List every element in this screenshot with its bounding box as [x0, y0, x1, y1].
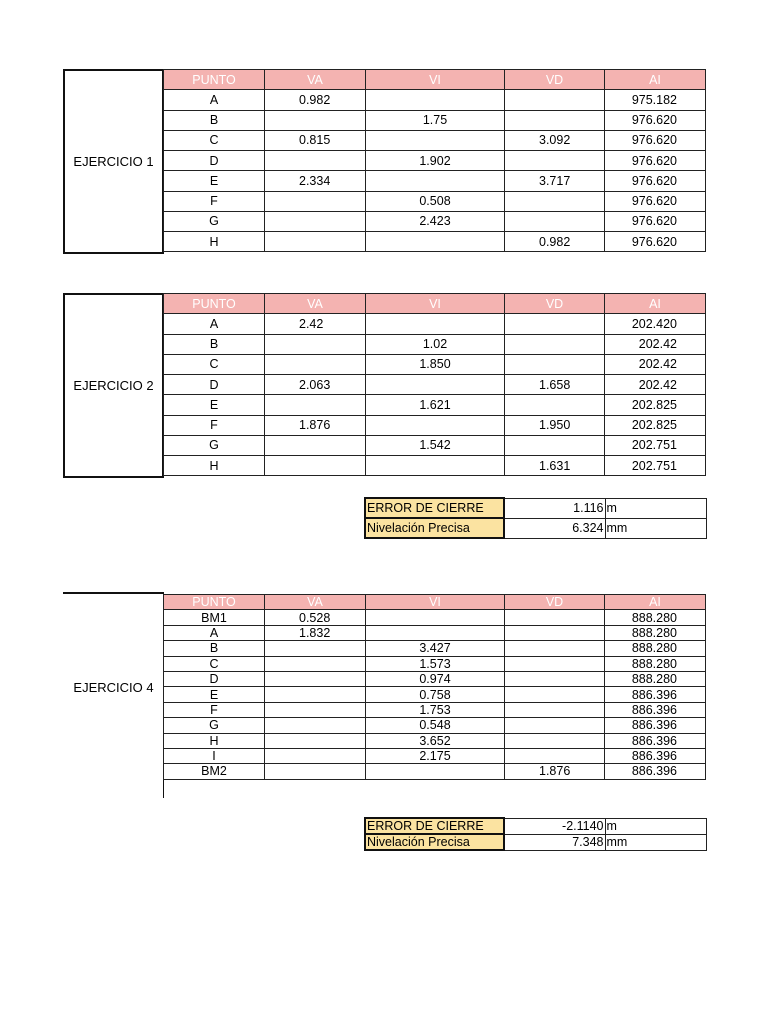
- table-row: [164, 702, 706, 717]
- cell-ai[interactable]: 886.396: [605, 764, 706, 779]
- cell-vi[interactable]: 2.423: [366, 211, 505, 231]
- ejercicio-1-label-box: [63, 69, 164, 254]
- cell-punto[interactable]: A: [164, 625, 265, 640]
- cell-vi[interactable]: 0.508: [366, 191, 505, 211]
- cell-vi[interactable]: 1.573: [366, 656, 505, 671]
- cell-vd[interactable]: [505, 395, 605, 415]
- cell-vd[interactable]: [505, 656, 605, 671]
- cell-va[interactable]: 2.42: [265, 314, 366, 334]
- header-va: VA: [265, 294, 366, 314]
- ejercicio-2-label: EJERCICIO 2: [73, 378, 154, 393]
- cell-vd[interactable]: [505, 435, 605, 455]
- cell-va[interactable]: 1.876: [265, 415, 366, 435]
- table-row: [164, 641, 706, 656]
- cell-punto[interactable]: E: [164, 171, 265, 191]
- table-row: [164, 456, 706, 476]
- cell-punto[interactable]: D: [164, 375, 265, 395]
- table-row: [164, 171, 706, 191]
- header-vd: VD: [505, 294, 605, 314]
- cell-va[interactable]: 2.334: [265, 171, 366, 191]
- cell-ai[interactable]: 202.825: [605, 395, 706, 415]
- cell-vd[interactable]: [505, 211, 605, 231]
- table-row: [164, 90, 706, 110]
- cell-vi[interactable]: 0.758: [366, 687, 505, 702]
- summary-value[interactable]: 6.324: [504, 518, 605, 538]
- cell-vd[interactable]: [505, 191, 605, 211]
- ejercicio-1-table: [163, 69, 706, 252]
- cell-vd[interactable]: 1.876: [505, 764, 605, 779]
- ejercicio-4-table: [163, 594, 706, 780]
- table-row: [164, 314, 706, 334]
- cell-va[interactable]: [265, 395, 366, 415]
- cell-ai[interactable]: 976.620: [605, 211, 706, 231]
- cell-va[interactable]: [265, 748, 366, 763]
- cell-va[interactable]: [265, 435, 366, 455]
- cell-vi[interactable]: 1.850: [366, 354, 505, 374]
- ejercicio-2-label-box: [63, 293, 164, 478]
- header-punto: PUNTO: [164, 70, 265, 90]
- cell-punto[interactable]: E: [164, 687, 265, 702]
- cell-vd[interactable]: 1.631: [505, 456, 605, 476]
- cell-punto[interactable]: C: [164, 656, 265, 671]
- table-row: [164, 718, 706, 733]
- cell-ai[interactable]: 888.280: [605, 641, 706, 656]
- summary-value[interactable]: -2.1140: [504, 818, 605, 834]
- cell-ai[interactable]: 976.620: [605, 232, 706, 252]
- table-row: [164, 334, 706, 354]
- cell-vd[interactable]: [505, 641, 605, 656]
- table-row: [164, 748, 706, 763]
- header-vi: VI: [366, 70, 505, 90]
- cell-va[interactable]: [265, 354, 366, 374]
- table-header-row: [164, 294, 706, 314]
- table-row: [164, 764, 706, 779]
- header-vi: VI: [366, 595, 505, 610]
- cell-va[interactable]: [265, 718, 366, 733]
- cell-punto[interactable]: C: [164, 354, 265, 374]
- cell-ai[interactable]: 886.396: [605, 748, 706, 763]
- header-ai: AI: [605, 70, 706, 90]
- cell-ai[interactable]: 886.396: [605, 733, 706, 748]
- header-va: VA: [265, 70, 366, 90]
- ejercicio-4-label-box: [63, 594, 164, 780]
- cell-vi[interactable]: 2.175: [366, 748, 505, 763]
- table-header-row: [164, 595, 706, 610]
- cell-punto[interactable]: B: [164, 641, 265, 656]
- table-row: [164, 395, 706, 415]
- table-row: [164, 415, 706, 435]
- header-ai: AI: [605, 294, 706, 314]
- cell-ai[interactable]: 202.42: [605, 354, 706, 374]
- cell-va[interactable]: 0.815: [265, 130, 366, 150]
- cell-vd[interactable]: [505, 625, 605, 640]
- cell-vi[interactable]: 1.542: [366, 435, 505, 455]
- cell-vi[interactable]: [366, 171, 505, 191]
- table-row: [164, 656, 706, 671]
- cell-vd[interactable]: [505, 151, 605, 171]
- table-row: [164, 671, 706, 686]
- header-vd: VD: [505, 70, 605, 90]
- cell-punto[interactable]: F: [164, 191, 265, 211]
- cell-punto[interactable]: G: [164, 435, 265, 455]
- cell-vd[interactable]: 3.717: [505, 171, 605, 191]
- cell-ai[interactable]: 888.280: [605, 610, 706, 625]
- cell-punto[interactable]: G: [164, 211, 265, 231]
- cell-punto[interactable]: BM2: [164, 764, 265, 779]
- summary-label[interactable]: Nivelación Precisa: [365, 834, 504, 850]
- cell-va[interactable]: [265, 764, 366, 779]
- cell-punto[interactable]: H: [164, 232, 265, 252]
- cell-ai[interactable]: 202.420: [605, 314, 706, 334]
- cell-ai[interactable]: 202.751: [605, 456, 706, 476]
- cell-vi[interactable]: [366, 764, 505, 779]
- cell-ai[interactable]: 976.620: [605, 151, 706, 171]
- summary-label[interactable]: ERROR DE CIERRE: [365, 498, 504, 518]
- cell-vi[interactable]: 3.427: [366, 641, 505, 656]
- cell-ai[interactable]: 975.182: [605, 90, 706, 110]
- cell-va[interactable]: 1.832: [265, 625, 366, 640]
- table-row: [164, 354, 706, 374]
- summary-label[interactable]: Nivelación Precisa: [365, 518, 504, 538]
- summary-label[interactable]: ERROR DE CIERRE: [365, 818, 504, 834]
- cell-vd[interactable]: [505, 334, 605, 354]
- cell-ai[interactable]: 888.280: [605, 656, 706, 671]
- summary-unit[interactable]: m: [605, 818, 706, 834]
- table-row: [164, 733, 706, 748]
- cell-vi[interactable]: 1.75: [366, 110, 505, 130]
- cell-vi[interactable]: [366, 314, 505, 334]
- cell-va[interactable]: [265, 702, 366, 717]
- summary-unit[interactable]: m: [605, 498, 706, 518]
- cell-vi[interactable]: [366, 130, 505, 150]
- cell-vd[interactable]: [505, 671, 605, 686]
- summary-value[interactable]: 7.348: [504, 834, 605, 850]
- cell-va[interactable]: [265, 656, 366, 671]
- cell-vi[interactable]: [366, 90, 505, 110]
- cell-ai[interactable]: 202.751: [605, 435, 706, 455]
- cell-ai[interactable]: 976.620: [605, 191, 706, 211]
- cell-va[interactable]: [265, 151, 366, 171]
- table-row: [164, 625, 706, 640]
- cell-vd[interactable]: [505, 748, 605, 763]
- cell-ai[interactable]: 202.825: [605, 415, 706, 435]
- table-row: [164, 110, 706, 130]
- cell-va[interactable]: 0.528: [265, 610, 366, 625]
- cell-vi[interactable]: [366, 232, 505, 252]
- ejercicio-1-label: EJERCICIO 1: [73, 154, 154, 169]
- cell-vd[interactable]: [505, 687, 605, 702]
- cell-va[interactable]: 2.063: [265, 375, 366, 395]
- cell-va[interactable]: [265, 671, 366, 686]
- table-row: [164, 687, 706, 702]
- summary-row: [365, 518, 706, 538]
- table-row: [164, 191, 706, 211]
- cell-ai[interactable]: 888.280: [605, 671, 706, 686]
- cell-vd[interactable]: [505, 354, 605, 374]
- table-row: [164, 610, 706, 625]
- cell-vi[interactable]: [366, 415, 505, 435]
- ejercicio-4-summary: [364, 817, 707, 851]
- cell-ai[interactable]: 888.280: [605, 625, 706, 640]
- cell-ai[interactable]: 976.620: [605, 110, 706, 130]
- cell-vi[interactable]: [366, 375, 505, 395]
- cell-vd[interactable]: [505, 610, 605, 625]
- cell-vi[interactable]: 1.02: [366, 334, 505, 354]
- summary-unit[interactable]: mm: [605, 518, 706, 538]
- cell-vi[interactable]: 1.753: [366, 702, 505, 717]
- cell-vd[interactable]: 1.658: [505, 375, 605, 395]
- table-header-row: [164, 70, 706, 90]
- cell-vd[interactable]: 1.950: [505, 415, 605, 435]
- cell-ai[interactable]: 886.396: [605, 687, 706, 702]
- header-ai: AI: [605, 595, 706, 610]
- cell-punto[interactable]: G: [164, 718, 265, 733]
- cell-vi[interactable]: 1.902: [366, 151, 505, 171]
- cell-punto[interactable]: C: [164, 130, 265, 150]
- ejercicio-2-summary: [364, 497, 707, 539]
- cell-punto[interactable]: E: [164, 395, 265, 415]
- cell-va[interactable]: 0.982: [265, 90, 366, 110]
- cell-punto[interactable]: B: [164, 110, 265, 130]
- cell-va[interactable]: [265, 687, 366, 702]
- header-punto: PUNTO: [164, 294, 265, 314]
- cell-vi[interactable]: [366, 625, 505, 640]
- cell-punto[interactable]: D: [164, 151, 265, 171]
- cell-va[interactable]: [265, 110, 366, 130]
- cell-vi[interactable]: 3.652: [366, 733, 505, 748]
- table-row: [164, 232, 706, 252]
- header-vd: VD: [505, 595, 605, 610]
- summary-row: [365, 818, 706, 834]
- cell-punto[interactable]: F: [164, 415, 265, 435]
- cell-punto[interactable]: B: [164, 334, 265, 354]
- cell-ai[interactable]: 886.396: [605, 702, 706, 717]
- cell-ai[interactable]: 202.42: [605, 334, 706, 354]
- cell-va[interactable]: [265, 211, 366, 231]
- cell-ai[interactable]: 202.42: [605, 375, 706, 395]
- table-row: [164, 375, 706, 395]
- summary-value[interactable]: 1.116: [504, 498, 605, 518]
- cell-vd[interactable]: 0.982: [505, 232, 605, 252]
- cell-vi[interactable]: [366, 610, 505, 625]
- cell-va[interactable]: [265, 641, 366, 656]
- cell-vd[interactable]: [505, 110, 605, 130]
- cell-vd[interactable]: [505, 702, 605, 717]
- ejercicio-4-label: EJERCICIO 4: [73, 679, 154, 695]
- cell-ai[interactable]: 976.620: [605, 171, 706, 191]
- cell-punto[interactable]: D: [164, 671, 265, 686]
- cell-vd[interactable]: 3.092: [505, 130, 605, 150]
- ejercicio-2-table: [163, 293, 706, 476]
- cell-punto[interactable]: I: [164, 748, 265, 763]
- table-row: [164, 211, 706, 231]
- cell-vd[interactable]: [505, 314, 605, 334]
- cell-vi[interactable]: 0.974: [366, 671, 505, 686]
- cell-punto[interactable]: F: [164, 702, 265, 717]
- cell-punto[interactable]: A: [164, 90, 265, 110]
- cell-vi[interactable]: 0.548: [366, 718, 505, 733]
- cell-punto[interactable]: H: [164, 456, 265, 476]
- table-row: [164, 435, 706, 455]
- cell-punto[interactable]: A: [164, 314, 265, 334]
- summary-row: [365, 834, 706, 850]
- header-vi: VI: [366, 294, 505, 314]
- table-row: [164, 130, 706, 150]
- cell-vd[interactable]: [505, 733, 605, 748]
- cell-vd[interactable]: [505, 718, 605, 733]
- cell-punto[interactable]: H: [164, 733, 265, 748]
- cell-ai[interactable]: 886.396: [605, 718, 706, 733]
- cell-vi[interactable]: [366, 456, 505, 476]
- cell-va[interactable]: [265, 232, 366, 252]
- cell-vd[interactable]: [505, 90, 605, 110]
- header-punto: PUNTO: [164, 595, 265, 610]
- ejercicio-4-side-line: [163, 780, 164, 798]
- cell-va[interactable]: [265, 733, 366, 748]
- cell-vi[interactable]: 1.621: [366, 395, 505, 415]
- cell-ai[interactable]: 976.620: [605, 130, 706, 150]
- cell-va[interactable]: [265, 334, 366, 354]
- summary-unit[interactable]: mm: [605, 834, 706, 850]
- summary-row: [365, 498, 706, 518]
- header-va: VA: [265, 595, 366, 610]
- table-row: [164, 151, 706, 171]
- cell-va[interactable]: [265, 191, 366, 211]
- cell-va[interactable]: [265, 456, 366, 476]
- cell-punto[interactable]: BM1: [164, 610, 265, 625]
